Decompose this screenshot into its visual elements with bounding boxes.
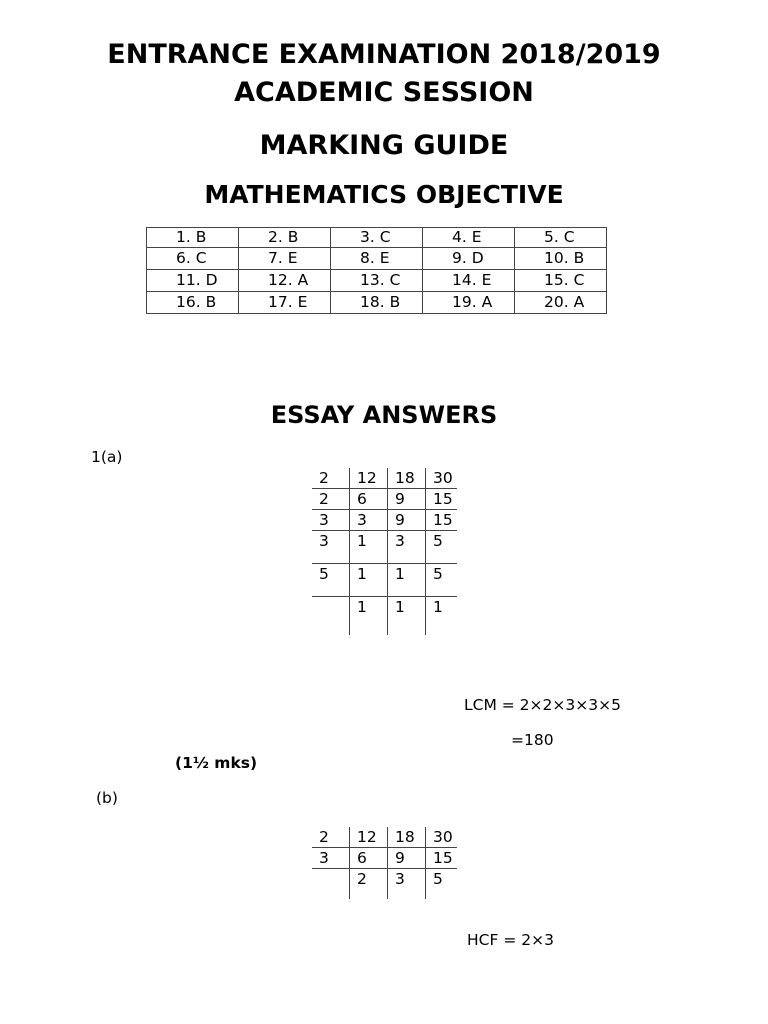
- answer-cell: 11. D: [147, 270, 239, 292]
- table-cell: 2: [312, 468, 350, 489]
- table-cell: 1: [426, 597, 458, 636]
- table-cell: 30: [426, 468, 458, 489]
- table-row: [312, 468, 457, 489]
- table-cell: 1: [350, 564, 388, 597]
- answer-cell: 15. C: [515, 270, 607, 292]
- table-row: [147, 292, 607, 314]
- answer-cell: 19. A: [423, 292, 515, 314]
- lcm-division-table: [312, 468, 457, 635]
- question-1a-label: 1(a): [91, 448, 123, 466]
- answer-cell: 3. C: [331, 228, 423, 248]
- essay-title: ESSAY ANSWERS: [270, 401, 498, 429]
- table-cell: 15: [426, 489, 458, 510]
- answer-cell: 13. C: [331, 270, 423, 292]
- hcf-expression: HCF = 2×3: [467, 931, 554, 949]
- table-cell: 3: [312, 848, 350, 869]
- table-row: [147, 248, 607, 270]
- table-cell: 3: [350, 510, 388, 531]
- answer-cell: 18. B: [331, 292, 423, 314]
- hcf-division-table: [312, 827, 457, 899]
- table-cell: 6: [350, 848, 388, 869]
- table-cell: 9: [388, 848, 426, 869]
- table-cell: 5: [426, 869, 458, 900]
- answer-cell: 16. B: [147, 292, 239, 314]
- table-cell: 3: [312, 510, 350, 531]
- table-row: [312, 848, 457, 869]
- question-1b-label: (b): [96, 789, 118, 807]
- table-cell: [312, 869, 350, 900]
- table-cell: 1: [350, 531, 388, 564]
- table-cell: 5: [426, 531, 458, 564]
- table-row: [312, 597, 457, 636]
- session-title: ACADEMIC SESSION: [234, 77, 534, 108]
- table-row: [312, 489, 457, 510]
- answer-cell: 10. B: [515, 248, 607, 270]
- table-row: [312, 564, 457, 597]
- table-cell: 9: [388, 489, 426, 510]
- answer-cell: 17. E: [239, 292, 331, 314]
- marks-allocation: (1½ mks): [175, 754, 258, 772]
- table-cell: 12: [350, 827, 388, 848]
- table-cell: 15: [426, 848, 458, 869]
- table-cell: 5: [312, 564, 350, 597]
- table-cell: 9: [388, 510, 426, 531]
- lcm-expression: LCM = 2×2×3×3×5: [464, 696, 621, 714]
- answer-cell: 20. A: [515, 292, 607, 314]
- table-cell: 18: [388, 827, 426, 848]
- answer-cell: 6. C: [147, 248, 239, 270]
- table-cell: 1: [388, 597, 426, 636]
- answer-cell: 12. A: [239, 270, 331, 292]
- answer-cell: 5. C: [515, 228, 607, 248]
- table-cell: 18: [388, 468, 426, 489]
- table-cell: 15: [426, 510, 458, 531]
- subject-title: MATHEMATICS OBJECTIVE: [204, 180, 564, 209]
- answer-cell: 8. E: [331, 248, 423, 270]
- table-cell: 2: [312, 827, 350, 848]
- table-cell: 6: [350, 489, 388, 510]
- table-row: [312, 510, 457, 531]
- table-row: [312, 827, 457, 848]
- table-cell: 2: [312, 489, 350, 510]
- answer-cell: 9. D: [423, 248, 515, 270]
- table-row: [312, 531, 457, 564]
- table-cell: 1: [350, 597, 388, 636]
- table-cell: 3: [312, 531, 350, 564]
- table-cell: 30: [426, 827, 458, 848]
- table-row: [147, 228, 607, 248]
- table-cell: 5: [426, 564, 458, 597]
- table-row: [147, 270, 607, 292]
- table-cell: 1: [388, 564, 426, 597]
- table-cell: 3: [388, 531, 426, 564]
- answer-cell: 1. B: [147, 228, 239, 248]
- answer-cell: 4. E: [423, 228, 515, 248]
- answer-cell: 14. E: [423, 270, 515, 292]
- answer-cell: 7. E: [239, 248, 331, 270]
- table-row: [312, 869, 457, 900]
- lcm-result: =180: [511, 731, 554, 749]
- table-cell: 2: [350, 869, 388, 900]
- guide-title: MARKING GUIDE: [259, 130, 509, 161]
- objective-answers-table: [146, 227, 607, 314]
- table-cell: 3: [388, 869, 426, 900]
- table-cell: [312, 597, 350, 636]
- answer-cell: 2. B: [239, 228, 331, 248]
- exam-title: ENTRANCE EXAMINATION 2018/2019: [107, 39, 661, 70]
- table-cell: 12: [350, 468, 388, 489]
